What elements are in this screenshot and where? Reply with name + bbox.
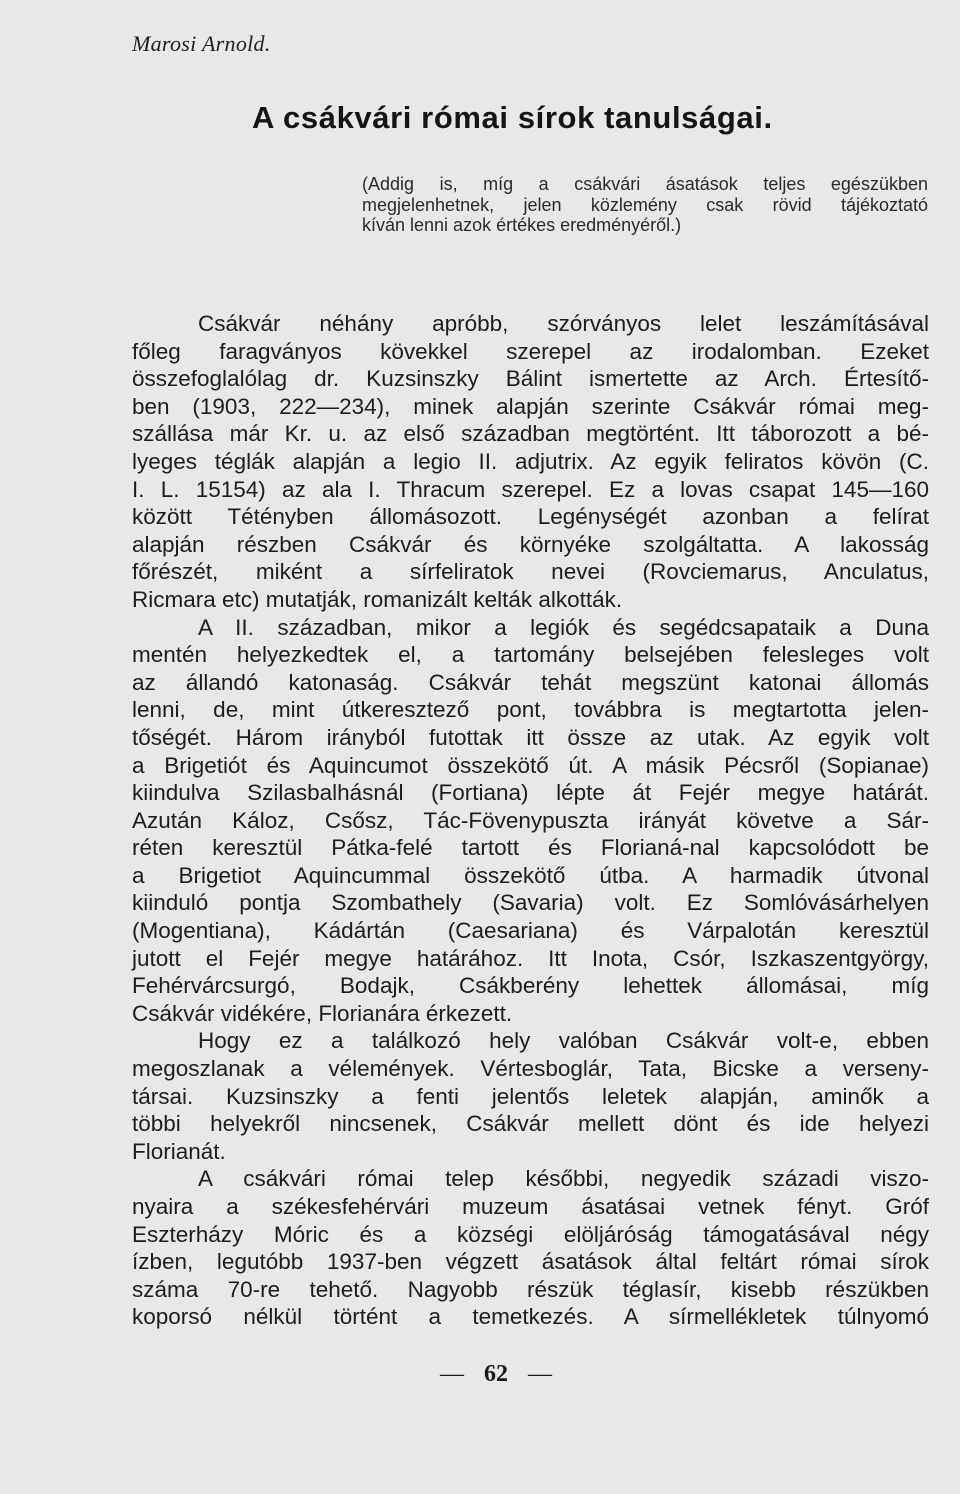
author-header: Marosi Arnold. bbox=[132, 31, 271, 56]
body-line: főrészét, miként a sírfeliratok nevei (Rovciemarus, Anculatus, bbox=[132, 559, 929, 585]
body-line: az állandó katonaság. Csákvár tehát megszünt katonai állomás bbox=[132, 669, 929, 695]
body-line: lenni, de, mint útkeresztező pont, továbbra is megtartotta jelen- bbox=[132, 697, 929, 723]
body-line: alapján részben Csákvár és környéke szolgáltatta. A lakosság bbox=[132, 531, 929, 557]
body-line: tőségét. Három irányból futottak itt össze az utak. Az egyik volt bbox=[132, 724, 929, 750]
folio-dash-left: — bbox=[440, 1361, 464, 1387]
body-line: Fehérvárcsurgó, Bodajk, Csákberény lehettek állomásai, míg bbox=[132, 973, 929, 999]
body-line: a Brigetiót és Aquincumot összekötő út. A másik Pécsről (Sopianae) bbox=[132, 752, 929, 778]
body-line: társai. Kuzsinszky a fenti jelentős leletek alapján, aminők a bbox=[132, 1083, 929, 1109]
body-line: ben (1903, 222—234), minek alapján szerinte Csákvár római meg- bbox=[132, 393, 929, 419]
page-number: 62 bbox=[484, 1361, 508, 1387]
article-body bbox=[132, 310, 929, 1331]
editorial-note bbox=[362, 174, 928, 236]
body-line: mentén helyezkedtek el, a tartomány belsejében felesleges volt bbox=[132, 642, 929, 668]
body-line: ízben, legutóbb 1937-ben végzett ásatások által feltárt római sírok bbox=[132, 1249, 929, 1275]
body-line: Florianát. bbox=[132, 1138, 226, 1164]
body-line: lyeges téglák alapján a legio II. adjutrix. Az egyik feliratos kövön (C. bbox=[132, 448, 929, 474]
body-line: a Brigetiot Aquincummal összekötő útba. A harmadik útvonal bbox=[132, 862, 929, 888]
note-line: kíván lenni azok értékes eredményéről.) bbox=[362, 215, 682, 235]
body-line: nyaira a székesfehérvári muzeum ásatásai vetnek fényt. Gróf bbox=[132, 1194, 929, 1219]
body-line: összefoglalólag dr. Kuzsinszky Bálint ismertette az Arch. Értesítő- bbox=[132, 366, 929, 392]
body-line: (Mogentiana), Kádártán (Caesariana) és Várpalotán keresztül bbox=[132, 918, 929, 944]
body-line: A csákvári római telep későbbi, negyedik századi viszo- bbox=[198, 1166, 929, 1192]
body-line: Eszterházy Móric és a községi elöljáróság támogatásával négy bbox=[132, 1221, 929, 1247]
article-title: A csákvári római sírok tanulságai. bbox=[252, 100, 773, 135]
note-line: (Addig is, míg a csákvári ásatások teljes egészükben bbox=[362, 174, 928, 194]
body-line: Azután Káloz, Csősz, Tác-Fövenypuszta irányát követve a Sár- bbox=[132, 807, 929, 833]
body-line: főleg faragványos kövekkel szerepel az irodalomban. Ezeket bbox=[132, 338, 929, 364]
body-line: kiindulva Szilasbalhásnál (Fortiana) lépte át Fejér megye határát. bbox=[132, 780, 929, 806]
body-line: Csákvár néhány apróbb, szórványos lelet leszámításával bbox=[198, 311, 929, 336]
folio-dash-right: — bbox=[528, 1361, 552, 1387]
body-line: Hogy ez a találkozó hely valóban Csákvár volt-e, ebben bbox=[198, 1028, 929, 1054]
note-line: megjelenhetnek, jelen közlemény csak rövid tájékoztató bbox=[362, 194, 928, 215]
page-number-footer bbox=[440, 1361, 620, 1388]
body-line: I. L. 15154) az ala I. Thracum szerepel. Ez a lovas csapat 145—160 bbox=[132, 476, 929, 502]
body-line: Csákvár vidékére, Florianára érkezett. bbox=[132, 1000, 513, 1026]
body-line: jutott el Fejér megye határához. Itt Inota, Csór, Iszkaszentgyörgy, bbox=[132, 945, 929, 971]
body-line: koporsó nélkül történt a temetkezés. A sírmellékletek túlnyomó bbox=[132, 1304, 929, 1330]
body-line: kiinduló pontja Szombathely (Savaria) volt. Ez Somlóvásárhelyen bbox=[132, 890, 929, 916]
body-line: száma 70-re tehető. Nagyobb részük téglasír, kisebb részükben bbox=[132, 1276, 929, 1302]
body-line: réten keresztül Pátka-felé tartott és Florianá-nal kapcsolódott be bbox=[132, 835, 929, 861]
body-line: többi helyekről nincsenek, Csákvár mellett dönt és ide helyezi bbox=[132, 1111, 929, 1137]
body-line: A II. században, mikor a legiók és segédcsapataik a Duna bbox=[198, 614, 929, 640]
body-line: megoszlanak a vélemények. Vértesboglár, Tata, Bicske a verseny- bbox=[132, 1056, 929, 1082]
body-line: Ricmara etc) mutatják, romanizált kelták alkották. bbox=[132, 586, 623, 612]
body-line: között Tétényben állomásozott. Legénységét azonban a felírat bbox=[132, 504, 929, 530]
body-line: szállása már Kr. u. az első században megtörtént. Itt táborozott a bé- bbox=[132, 421, 929, 447]
